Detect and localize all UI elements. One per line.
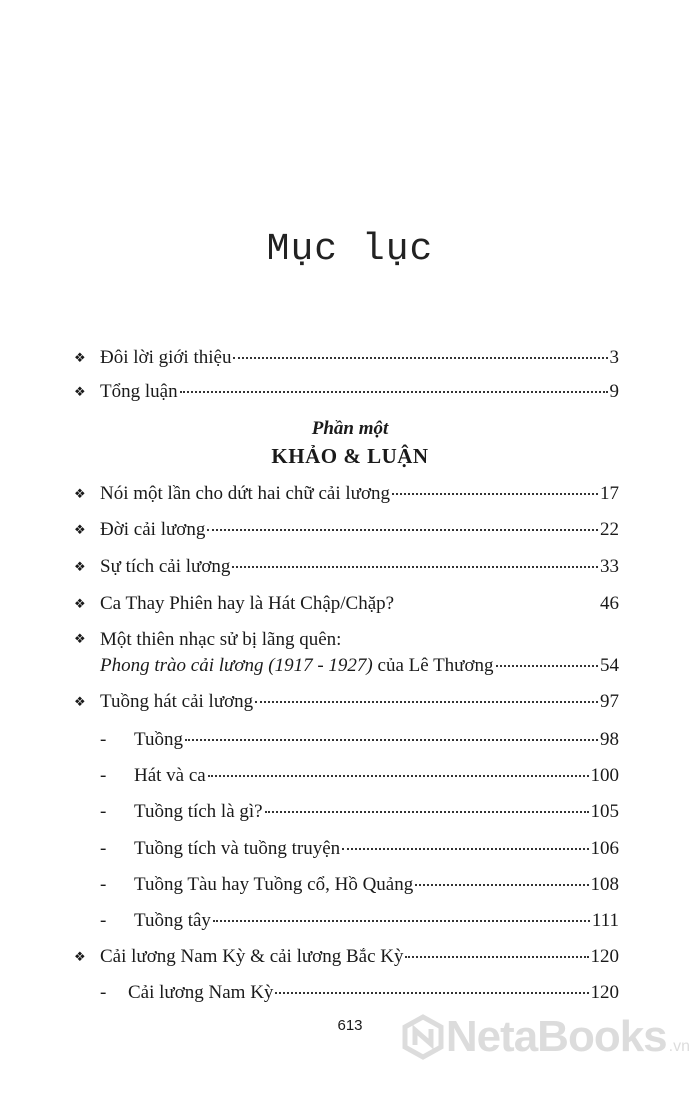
bullet-icon: ❖ — [74, 384, 86, 399]
toc-entry-page: 97 — [600, 691, 619, 712]
toc-entry-label: Ca Thay Phiên hay là Hát Chập/Chặp? — [100, 593, 395, 614]
toc-subentry-page: 108 — [590, 874, 619, 895]
dot-leader — [208, 775, 589, 777]
toc-entry-label: Một thiên nhạc sử bị lãng quên: — [100, 629, 342, 650]
bullet-icon: ❖ — [74, 559, 86, 574]
toc-entry-page: 120 — [590, 946, 619, 967]
part-title: KHẢO & LUẬN — [271, 444, 429, 468]
toc-subentry[interactable] — [100, 873, 619, 897]
dot-leader — [265, 811, 589, 813]
toc-subentry-label: Tuồng — [134, 729, 183, 750]
bullet-icon: ❖ — [74, 350, 86, 365]
toc-entry-page: 33 — [600, 556, 619, 577]
toc-entry-page: 17 — [600, 483, 619, 504]
dash-marker: - — [100, 765, 107, 786]
toc-entry[interactable] — [74, 346, 619, 371]
toc-entry-label: Tuồng hát cải lương — [100, 691, 254, 712]
toc-subentry-label: Hát và ca — [134, 765, 206, 786]
toc-subentry-page: 106 — [590, 838, 619, 859]
toc-subentry[interactable] — [100, 800, 619, 824]
dot-leader — [207, 529, 598, 531]
toc-subentry-page: 111 — [591, 910, 619, 931]
toc-subentry-page: 100 — [590, 765, 619, 786]
toc-subentry-page: 105 — [590, 801, 619, 822]
bullet-icon: ❖ — [74, 949, 86, 964]
toc-subentry-label: Tuồng Tàu hay Tuồng cổ, Hồ Quảng — [134, 874, 414, 895]
toc-entry[interactable] — [74, 945, 619, 970]
watermark-text: NetaBooks — [445, 1012, 667, 1061]
dot-leader — [213, 920, 590, 922]
dash-marker: - — [100, 910, 107, 931]
toc-subentry-label: Cải lương Nam Kỳ — [128, 982, 274, 1003]
toc-entry-line1[interactable] — [74, 628, 341, 652]
dot-leader — [392, 493, 598, 495]
toc-entry[interactable] — [74, 482, 619, 507]
toc-subentry-page: 120 — [590, 982, 619, 1003]
toc-subentry[interactable] — [100, 837, 619, 861]
toc-entry-page: 22 — [600, 519, 619, 540]
toc-entry-label: Tổng luận — [100, 381, 178, 402]
watermark — [400, 1012, 690, 1062]
author-text: của Lê Thương — [372, 655, 494, 676]
toc-entry-label: Đời cải lương — [100, 519, 206, 540]
bullet-icon: ❖ — [74, 596, 86, 611]
toc-entry-page: 3 — [609, 347, 619, 368]
dash-marker: - — [100, 982, 107, 1003]
toc-subentry-label: Tuồng tây — [134, 910, 211, 931]
dot-leader — [233, 357, 607, 359]
bullet-icon: ❖ — [74, 631, 86, 646]
toc-entry-line2[interactable] — [96, 654, 619, 678]
bullet-icon: ❖ — [74, 486, 86, 501]
toc-entry-label: Nói một lần cho dứt hai chữ cải lương — [100, 483, 390, 504]
toc-entry[interactable] — [74, 592, 619, 617]
toc-entry[interactable] — [74, 555, 619, 580]
dot-leader — [232, 566, 598, 568]
page-title: Mục lục — [266, 228, 434, 271]
toc-subentry-label: Tuồng tích là gì? — [134, 801, 263, 822]
toc-entry[interactable] — [74, 518, 619, 543]
dot-leader — [496, 665, 598, 667]
toc-entry-page: 54 — [600, 655, 619, 676]
dash-marker: - — [100, 801, 107, 822]
toc-subentry[interactable] — [100, 764, 619, 788]
bullet-icon: ❖ — [74, 694, 86, 709]
toc-entry-page: 46 — [600, 593, 619, 614]
dot-leader — [180, 391, 608, 393]
dash-marker: - — [100, 838, 107, 859]
toc-subentry[interactable] — [100, 981, 619, 1005]
dash-marker: - — [100, 729, 107, 750]
part-subtitle: Phần một — [311, 418, 389, 439]
toc-subentry[interactable] — [100, 909, 619, 933]
toc-entry[interactable] — [74, 690, 619, 715]
dash-marker: - — [100, 874, 107, 895]
toc-entry-label: Sự tích cải lương — [100, 556, 231, 577]
toc-entry-label — [96, 654, 494, 678]
watermark-suffix: .vn — [668, 1038, 690, 1055]
dot-leader — [342, 848, 588, 850]
page-number: 613 — [337, 1017, 363, 1034]
book-title: Phong trào cải lương (1917 - 1927) — [100, 655, 373, 676]
toc-entry[interactable] — [74, 380, 619, 405]
dot-leader — [275, 992, 588, 994]
dot-leader — [255, 701, 598, 703]
toc-entry-label: Đôi lời giới thiệu — [100, 347, 232, 368]
dot-leader — [185, 739, 598, 741]
dot-leader — [405, 956, 588, 958]
bullet-icon: ❖ — [74, 522, 86, 537]
toc-entry-label: Cải lương Nam Kỳ & cải lương Bắc Kỳ — [100, 946, 404, 967]
dot-leader — [415, 884, 588, 886]
toc-subentry[interactable] — [100, 728, 619, 752]
netabooks-logo-icon — [400, 1014, 446, 1060]
toc-subentry-page: 98 — [600, 729, 619, 750]
toc-entry-page: 9 — [609, 381, 619, 402]
toc-subentry-label: Tuồng tích và tuồng truyện — [134, 838, 341, 859]
